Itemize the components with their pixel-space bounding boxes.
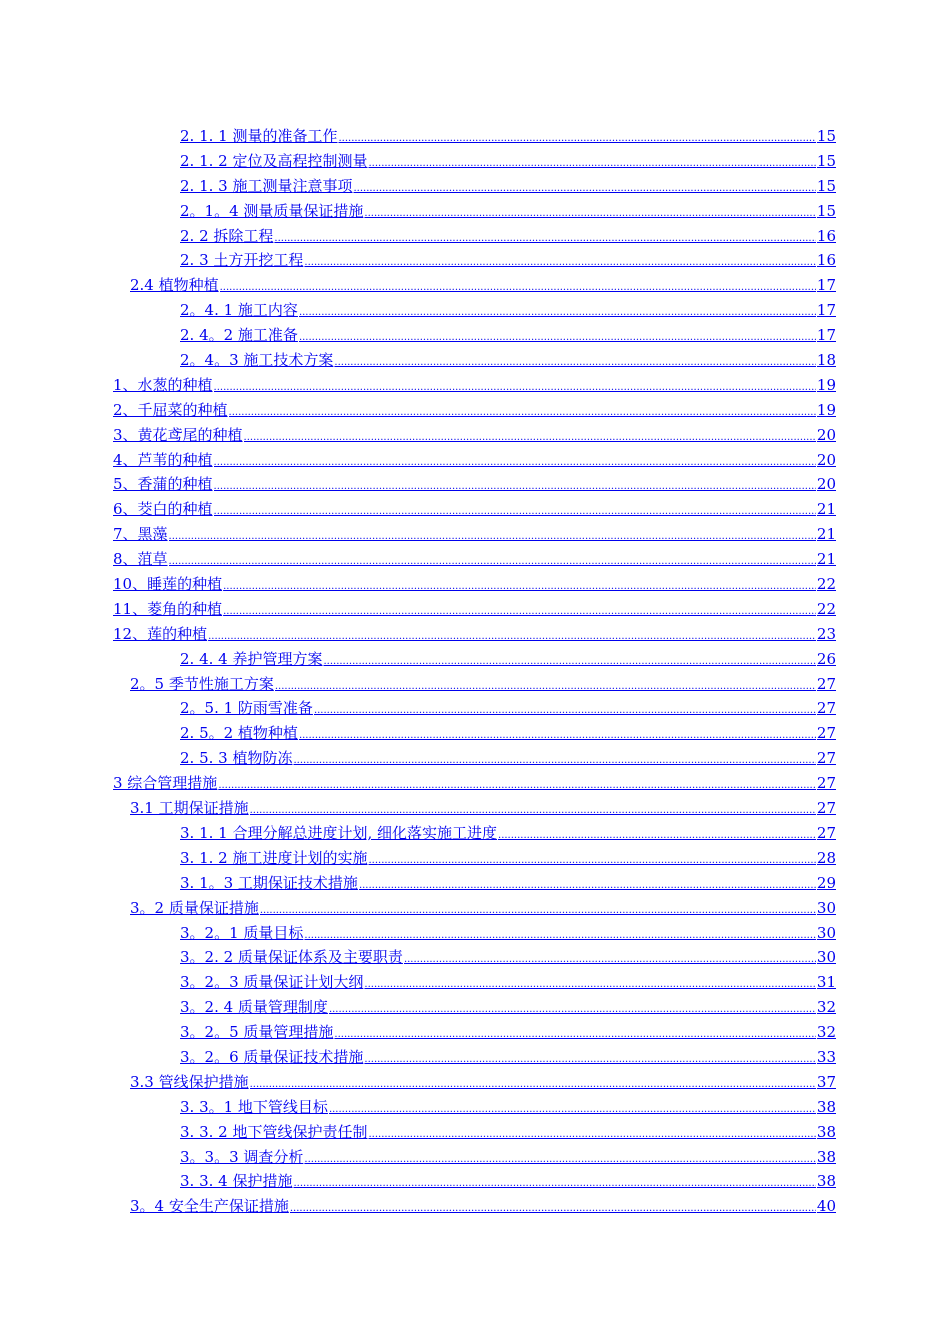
toc-entry-title: 3。2. 2 质量保证体系及主要职责	[180, 948, 403, 967]
toc-leader-dots	[169, 522, 816, 550]
toc-entry-page-number: 20	[816, 450, 836, 469]
toc-leader-dots	[250, 796, 816, 824]
toc-leader-dots	[329, 1095, 816, 1123]
toc-entry[interactable]	[130, 896, 836, 921]
toc-entry-title: 7、黑藻	[113, 525, 168, 544]
toc-entry-title: 1、水葱的种植	[113, 375, 213, 394]
toc-leader-dots	[364, 1045, 816, 1073]
toc-leader-dots	[260, 896, 816, 924]
toc-entry-page-number: 16	[816, 251, 836, 270]
toc-leader-dots	[338, 124, 815, 152]
toc-leader-dots	[274, 224, 816, 252]
toc-entry[interactable]	[180, 1120, 836, 1145]
toc-entry-title: 3. 3. 2 地下管线保护责任制	[180, 1122, 368, 1141]
toc-leader-dots	[214, 497, 816, 525]
toc-leader-dots	[275, 672, 816, 700]
toc-entry[interactable]	[180, 846, 836, 871]
toc-entry-title: 3。2。3 质量保证计划大纲	[180, 973, 364, 992]
toc-entry-title: 2. 1. 3 施工测量注意事项	[180, 176, 353, 195]
toc-entry-page-number: 21	[816, 550, 836, 569]
toc-leader-dots	[220, 273, 816, 301]
toc-entry-page-number: 18	[816, 351, 836, 370]
toc-entry-page-number: 31	[816, 973, 836, 992]
toc-entry[interactable]	[113, 771, 836, 796]
toc-entry-title: 3. 1. 2 施工进度计划的实施	[180, 848, 368, 867]
toc-entry[interactable]	[180, 746, 836, 771]
toc-entry[interactable]	[180, 921, 836, 946]
toc-entry[interactable]	[180, 199, 836, 224]
toc-entry-title: 10、睡莲的种植	[113, 575, 223, 594]
toc-entry-title: 2。5 季节性施工方案	[130, 674, 274, 693]
toc-entry-title: 2。5. 1 防雨雪准备	[180, 699, 313, 718]
toc-entry-title: 2. 4。2 施工准备	[180, 326, 298, 345]
toc-leader-dots	[244, 423, 816, 451]
toc-entry-page-number: 37	[816, 1072, 836, 1091]
toc-entry-page-number: 30	[816, 898, 836, 917]
toc-entry-page-number: 15	[816, 151, 836, 170]
toc-entry[interactable]	[180, 945, 836, 970]
toc-entry-title: 8、菹草	[113, 550, 168, 569]
toc-entry-title: 2. 4. 4 养护管理方案	[180, 649, 323, 668]
toc-leader-dots	[299, 323, 816, 351]
toc-entry-title: 2、千屈菜的种植	[113, 400, 228, 419]
toc-entry-page-number: 30	[816, 923, 836, 942]
toc-leader-dots	[329, 995, 816, 1023]
toc-entry-title: 6、茭白的种植	[113, 500, 213, 519]
toc-entry-page-number: 27	[816, 774, 836, 793]
toc-entry-title: 2。4。3 施工技术方案	[180, 351, 334, 370]
toc-entry-page-number: 27	[816, 699, 836, 718]
toc-entry[interactable]	[180, 821, 836, 846]
toc-entry-page-number: 38	[816, 1122, 836, 1141]
toc-entry[interactable]	[130, 672, 836, 697]
toc-entry-title: 3。2 质量保证措施	[130, 898, 259, 917]
toc-entry-page-number: 27	[816, 724, 836, 743]
toc-leader-dots	[290, 1194, 816, 1222]
toc-leader-dots	[229, 398, 816, 426]
toc-leader-dots	[368, 846, 815, 874]
toc-entry[interactable]	[180, 1045, 836, 1070]
toc-entry-title: 2. 3 土方开挖工程	[180, 251, 304, 270]
toc-leader-dots	[368, 149, 815, 177]
toc-entry-page-number: 26	[816, 649, 836, 668]
table-of-contents	[0, 124, 950, 1219]
toc-entry[interactable]	[180, 323, 836, 348]
toc-leader-dots	[250, 1070, 816, 1098]
toc-entry-title: 3、黄花鸢尾的种植	[113, 425, 243, 444]
toc-entry-page-number: 22	[816, 599, 836, 618]
toc-leader-dots	[293, 1169, 815, 1197]
toc-entry[interactable]	[180, 149, 836, 174]
toc-leader-dots	[299, 298, 816, 326]
toc-entry-page-number: 20	[816, 475, 836, 494]
toc-entry-title: 2. 2 拆除工程	[180, 226, 274, 245]
toc-entry[interactable]	[130, 796, 836, 821]
toc-entry[interactable]	[113, 373, 836, 398]
toc-entry-title: 3 综合管理措施	[113, 774, 218, 793]
toc-entry-title: 5、香蒲的种植	[113, 475, 213, 494]
toc-leader-dots	[208, 622, 816, 650]
toc-entry-title: 3。2。6 质量保证技术措施	[180, 1047, 364, 1066]
toc-entry[interactable]	[113, 547, 836, 572]
toc-leader-dots	[223, 572, 816, 600]
toc-entry[interactable]	[180, 970, 836, 995]
toc-entry-page-number: 38	[816, 1097, 836, 1116]
toc-entry-page-number: 33	[816, 1047, 836, 1066]
toc-entry-title: 3. 3。1 地下管线目标	[180, 1097, 328, 1116]
toc-entry-title: 3。2。5 质量管理措施	[180, 1023, 334, 1042]
toc-leader-dots	[314, 696, 816, 724]
toc-entry[interactable]	[180, 224, 836, 249]
toc-entry-title: 3。2. 4 质量管理制度	[180, 998, 328, 1017]
toc-entry[interactable]	[180, 298, 836, 323]
toc-entry-title: 2.4 植物种植	[130, 276, 219, 295]
toc-entry-page-number: 23	[816, 624, 836, 643]
toc-leader-dots	[169, 547, 816, 575]
toc-entry-page-number: 27	[816, 749, 836, 768]
toc-entry-page-number: 20	[816, 425, 836, 444]
toc-entry-title: 3. 3. 4 保护措施	[180, 1172, 293, 1191]
toc-leader-dots	[304, 1145, 816, 1173]
toc-entry[interactable]	[180, 871, 836, 896]
toc-entry-page-number: 27	[816, 674, 836, 693]
toc-leader-dots	[359, 871, 816, 899]
toc-entry-title: 3。4 安全生产保证措施	[130, 1197, 289, 1216]
toc-entry[interactable]	[180, 348, 836, 373]
toc-entry[interactable]	[180, 124, 836, 149]
toc-entry-title: 3. 1. 1 合理分解总进度计划, 细化落实施工进度	[180, 823, 498, 842]
toc-leader-dots	[304, 921, 816, 949]
toc-entry-page-number: 30	[816, 948, 836, 967]
toc-entry-title: 3. 1。3 工期保证技术措施	[180, 873, 358, 892]
toc-leader-dots	[293, 746, 815, 774]
toc-leader-dots	[214, 448, 816, 476]
toc-entry[interactable]	[180, 174, 836, 199]
toc-leader-dots	[304, 248, 816, 276]
toc-entry-title: 3.3 管线保护措施	[130, 1072, 249, 1091]
toc-entry-page-number: 27	[816, 799, 836, 818]
toc-entry-page-number: 17	[816, 301, 836, 320]
toc-entry[interactable]	[113, 472, 836, 497]
toc-entry[interactable]	[180, 1095, 836, 1120]
toc-entry[interactable]	[113, 522, 836, 547]
toc-leader-dots	[323, 647, 815, 675]
toc-entry-page-number: 27	[816, 823, 836, 842]
toc-entry-page-number: 17	[816, 326, 836, 345]
toc-leader-dots	[214, 373, 816, 401]
toc-entry[interactable]	[130, 1194, 836, 1219]
toc-entry[interactable]	[113, 448, 836, 473]
toc-entry-page-number: 40	[816, 1197, 836, 1216]
toc-entry-page-number: 15	[816, 127, 836, 145]
toc-entry-page-number: 15	[816, 201, 836, 220]
toc-entry[interactable]	[180, 1020, 836, 1045]
toc-leader-dots	[218, 771, 816, 799]
toc-entry[interactable]	[113, 572, 836, 597]
toc-entry-page-number: 22	[816, 575, 836, 594]
toc-entry-title: 3.1 工期保证措施	[130, 799, 249, 818]
toc-entry-title: 12、莲的种植	[113, 624, 208, 643]
toc-entry-page-number: 15	[816, 176, 836, 195]
toc-entry-page-number: 32	[816, 998, 836, 1017]
toc-leader-dots	[353, 174, 815, 202]
toc-leader-dots	[223, 597, 816, 625]
toc-entry[interactable]	[113, 597, 836, 622]
toc-entry-title: 3。2。1 质量目标	[180, 923, 304, 942]
toc-entry[interactable]	[180, 647, 836, 672]
toc-entry-title: 2。1。4 测量质量保证措施	[180, 201, 364, 220]
toc-entry-title: 2. 5. 3 植物防冻	[180, 749, 293, 768]
toc-entry[interactable]	[180, 995, 836, 1020]
toc-entry-title: 11、菱角的种植	[113, 599, 223, 618]
toc-entry-title: 4、芦苇的种植	[113, 450, 213, 469]
toc-entry-title: 2. 5。2 植物种植	[180, 724, 298, 743]
toc-entry-page-number: 19	[816, 375, 836, 394]
toc-entry-title: 2. 1. 1 测量的准备工作	[180, 127, 338, 145]
toc-leader-dots	[498, 821, 816, 849]
toc-leader-dots	[214, 472, 816, 500]
toc-entry[interactable]	[113, 398, 836, 423]
toc-leader-dots	[368, 1120, 815, 1148]
toc-entry[interactable]	[180, 1169, 836, 1194]
toc-leader-dots	[299, 721, 816, 749]
toc-entry[interactable]	[130, 1070, 836, 1095]
toc-entry-page-number: 38	[816, 1172, 836, 1191]
toc-leader-dots	[364, 970, 816, 998]
toc-entry-page-number: 19	[816, 400, 836, 419]
toc-leader-dots	[404, 945, 816, 973]
toc-leader-dots	[334, 1020, 816, 1048]
toc-entry[interactable]	[113, 423, 836, 448]
toc-entry-page-number: 16	[816, 226, 836, 245]
toc-leader-dots	[334, 348, 816, 376]
toc-entry-page-number: 38	[816, 1147, 836, 1166]
toc-entry[interactable]	[180, 248, 836, 273]
toc-entry-page-number: 21	[816, 525, 836, 544]
toc-entry-page-number: 32	[816, 1023, 836, 1042]
toc-entry-title: 2. 1. 2 定位及高程控制测量	[180, 151, 368, 170]
toc-entry-title: 2。4. 1 施工内容	[180, 301, 298, 320]
toc-entry[interactable]	[180, 721, 836, 746]
toc-entry-page-number: 29	[816, 873, 836, 892]
toc-entry-page-number: 28	[816, 848, 836, 867]
toc-entry[interactable]	[180, 1145, 836, 1170]
toc-leader-dots	[364, 199, 816, 227]
toc-entry[interactable]	[113, 497, 836, 522]
toc-entry-page-number: 17	[816, 276, 836, 295]
toc-entry[interactable]	[113, 622, 836, 647]
toc-entry-title: 3。3。3 调查分析	[180, 1147, 304, 1166]
toc-entry-page-number: 21	[816, 500, 836, 519]
toc-entry[interactable]	[130, 273, 836, 298]
toc-entry[interactable]	[180, 696, 836, 721]
